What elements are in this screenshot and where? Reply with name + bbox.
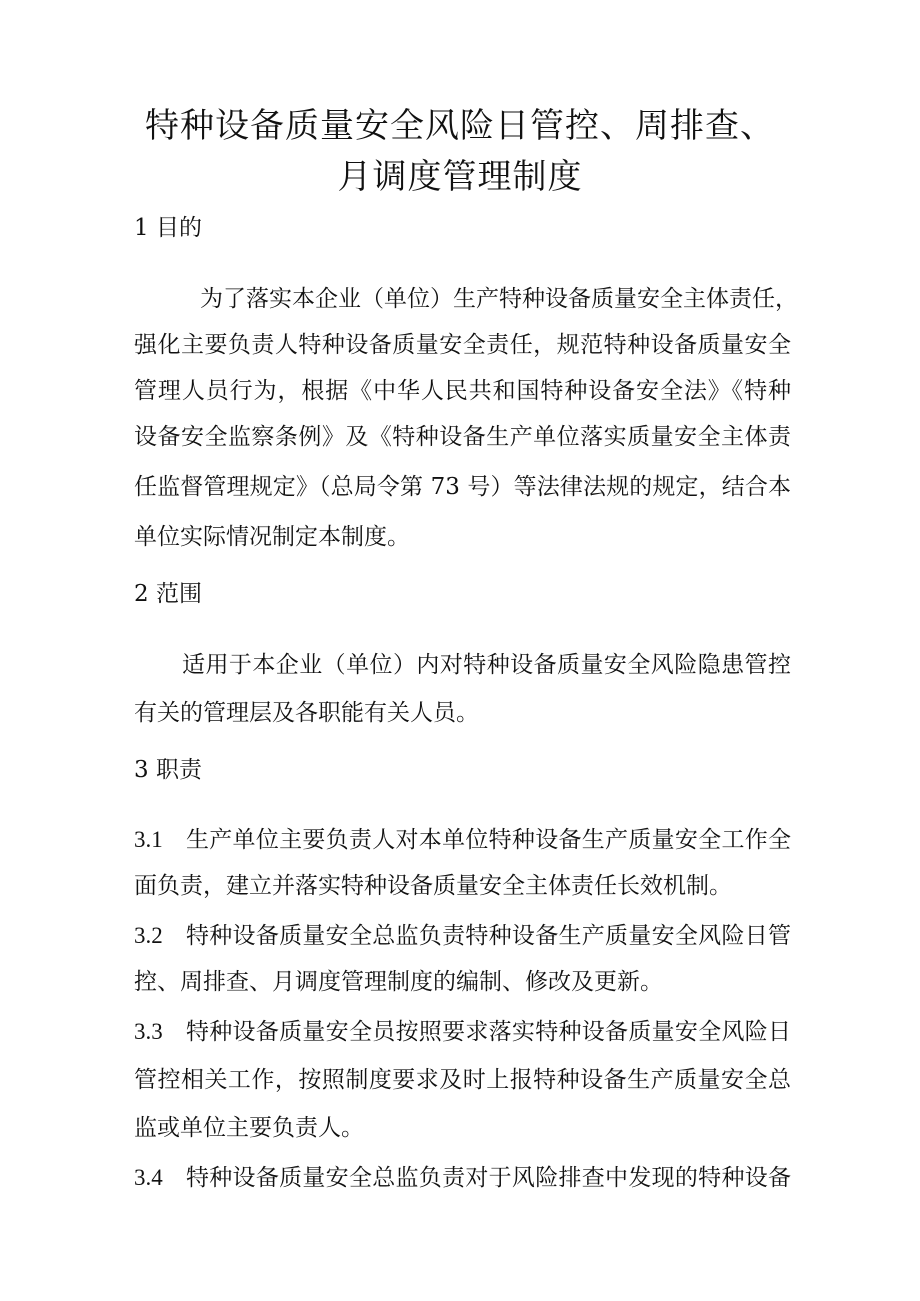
list-item-3-1 xyxy=(134,824,791,856)
list-item-3-2 xyxy=(134,920,791,952)
document-title-line-2: 月调度管理制度 xyxy=(337,157,583,197)
item-number: 3.3 xyxy=(134,1019,163,1044)
section-1-paragraph-line: 强化主要负责人特种设备质量安全责任，规范特种设备质量安全 xyxy=(134,332,791,358)
section-2-paragraph-line: 适用于本企业（单位）内对特种设备质量安全风险隐患管控 xyxy=(182,652,791,678)
item-text-line: 生产单位主要负责人对本单位特种设备生产质量安全工作全 xyxy=(186,827,791,853)
item-number: 3.2 xyxy=(134,923,163,948)
section-2-paragraph-line: 有关的管理层及各职能有关人员。 xyxy=(134,700,479,726)
item-text-line: 特种设备质量安全总监负责特种设备生产质量安全风险日管 xyxy=(186,923,791,949)
item-text-line: 管控相关工作，按照制度要求及时上报特种设备生产质量安全总 xyxy=(134,1067,791,1093)
item-text-line: 控、周排查、月调度管理制度的编制、修改及更新。 xyxy=(134,969,663,995)
item-text-line: 监或单位主要负责人。 xyxy=(134,1115,364,1141)
list-item-3-4 xyxy=(134,1162,791,1194)
section-2-heading: 2 范围 xyxy=(134,581,202,607)
section-1-heading: 1 目的 xyxy=(134,215,202,241)
item-number: 3.1 xyxy=(134,827,163,852)
section-1-paragraph-line: 单位实际情况制定本制度。 xyxy=(134,524,410,550)
item-text-line: 面负责，建立并落实特种设备质量安全主体责任长效机制。 xyxy=(134,873,732,899)
item-text-line: 特种设备质量安全总监负责对于风险排查中发现的特种设备 xyxy=(186,1165,791,1191)
section-3-heading: 3 职责 xyxy=(134,757,202,783)
section-1-paragraph-line: 管理人员行为，根据《中华人民共和国特种设备安全法》《特种 xyxy=(134,378,791,404)
document-title-line-1: 特种设备质量安全风险日管控、周排查、 xyxy=(145,106,775,146)
section-1-paragraph-line: 任监督管理规定》（总局令第 73 号）等法律法规的规定，结合本 xyxy=(134,474,791,500)
section-1-paragraph-line: 为了落实本企业（单位）生产特种设备质量安全主体责任， xyxy=(200,286,798,312)
section-1-paragraph-line: 设备安全监察条例》及《特种设备生产单位落实质量安全主体责 xyxy=(134,424,791,450)
list-item-3-3 xyxy=(134,1016,791,1048)
item-text-line: 特种设备质量安全员按照要求落实特种设备质量安全风险日 xyxy=(186,1019,791,1045)
item-number: 3.4 xyxy=(134,1165,163,1190)
